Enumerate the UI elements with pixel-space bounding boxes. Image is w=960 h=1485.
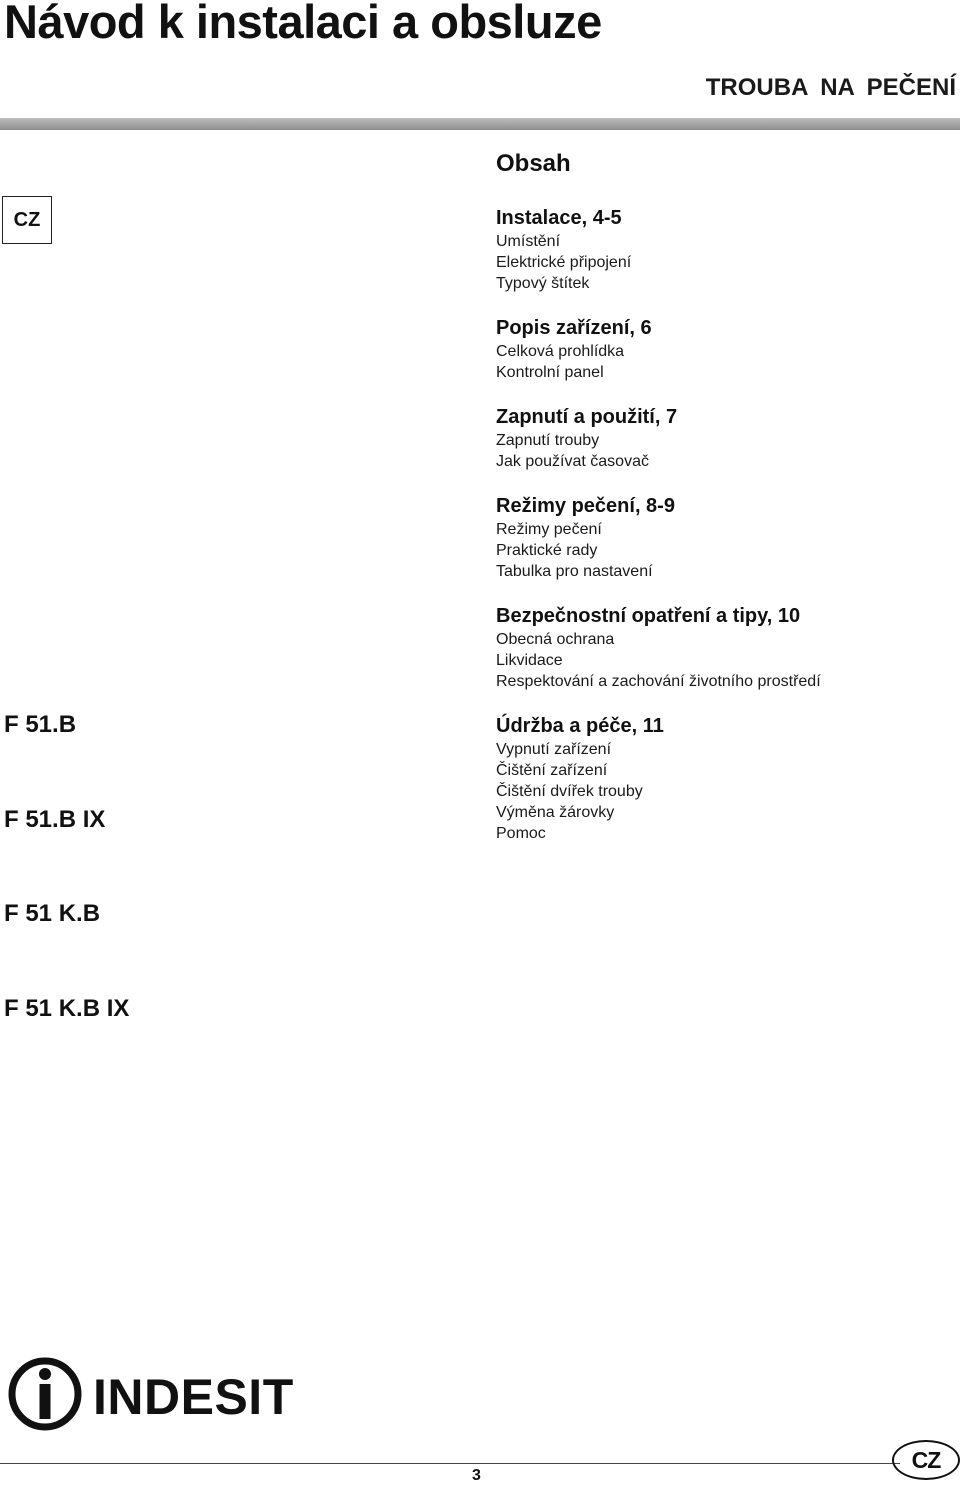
toc-item: Výměna žárovky	[496, 804, 615, 821]
toc-item: Čištění zařízení	[496, 762, 608, 779]
toc-item: Elektrické připojení	[496, 254, 632, 271]
toc-section-title: Údržba a péče, 11	[496, 715, 664, 737]
toc-item: Praktické rady	[496, 542, 598, 559]
toc-section-safety	[496, 603, 946, 692]
toc-section-maintenance	[496, 713, 946, 844]
toc-section-description	[496, 315, 946, 383]
brand-logo-text: INDESIT	[93, 1369, 294, 1425]
model-item: F 51.B IX	[4, 805, 106, 833]
toc-item: Čištění dvířek trouby	[496, 783, 643, 800]
model-item: F 51 K.B	[4, 900, 101, 927]
toc-item: Vypnutí zařízení	[496, 741, 612, 758]
product-type-subtitle: TROUBA NA PEČENÍ	[705, 74, 956, 101]
toc-section-installation	[496, 205, 946, 294]
toc-item: Likvidace	[496, 652, 563, 669]
toc-item: Umístění	[496, 233, 561, 250]
document-title: Návod k instalaci a obsluze	[4, 0, 602, 48]
language-code-box: CZ	[2, 196, 52, 244]
footer-divider	[0, 1463, 900, 1464]
header-divider	[0, 118, 960, 130]
table-of-contents	[496, 150, 946, 865]
model-item: F 51 K.B IX	[4, 994, 130, 1022]
toc-item: Obecná ochrana	[496, 631, 615, 648]
toc-item: Typový štítek	[496, 275, 590, 292]
toc-item: Režimy pečení	[496, 521, 602, 538]
toc-section-title: Režimy pečení, 8-9	[496, 495, 675, 517]
toc-item: Celková prohlídka	[496, 343, 625, 360]
toc-item: Zapnutí trouby	[496, 432, 600, 449]
indesit-logo	[8, 1355, 308, 1433]
toc-item: Tabulka pro nastavení	[496, 563, 653, 580]
toc-section-title: Bezpečnostní opatření a tipy, 10	[496, 605, 801, 627]
country-badge: CZ	[892, 1440, 960, 1480]
toc-section-title: Zapnutí a použití, 7	[496, 406, 678, 428]
toc-item: Kontrolní panel	[496, 364, 604, 381]
toc-section-title: Instalace, 4-5	[496, 207, 622, 229]
toc-section-title: Popis zařízení, 6	[496, 317, 652, 339]
model-item: F 51.B	[4, 711, 77, 738]
toc-section-startup	[496, 404, 946, 472]
toc-section-cooking-modes	[496, 493, 946, 582]
toc-heading: Obsah	[496, 150, 571, 177]
toc-item: Pomoc	[496, 825, 546, 842]
toc-item: Jak používat časovač	[496, 453, 649, 470]
page-number: 3	[472, 1467, 481, 1484]
indesit-i-logo-icon	[12, 1361, 78, 1427]
toc-item: Respektování a zachování životního prostředí	[496, 673, 821, 690]
model-list	[4, 646, 129, 1056]
